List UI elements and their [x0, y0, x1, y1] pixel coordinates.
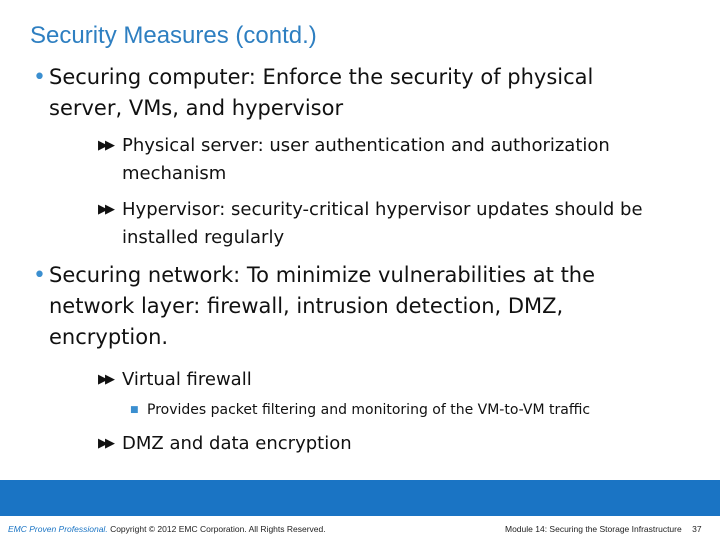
footer-module: Module 14: Securing the Storage Infrastructure — [505, 524, 682, 534]
double-arrow-bullet-icon: ▶▶ — [98, 202, 112, 217]
footer-left — [8, 524, 326, 534]
sub-bullet-text: DMZ and data encryption — [122, 433, 352, 454]
page-number: 37 — [692, 524, 702, 534]
sub-bullet-dmz — [98, 430, 698, 458]
round-bullet-icon: • — [33, 263, 46, 288]
footer-band — [0, 480, 720, 516]
footer-copyright: Copyright © 2012 EMC Corporation. All Rights Reserved. — [110, 524, 326, 534]
sub-sub-bullet-text: Provides packet filtering and monitoring of the VM-to-VM traffic — [147, 402, 591, 418]
sub-bullet-virtual-firewall — [98, 366, 698, 394]
sub-bullet-text: Virtual firewall — [122, 369, 252, 390]
sub-bullet-text: Physical server: user authentication and authorization mechanism — [122, 135, 610, 184]
sub-bullet-hypervisor — [98, 196, 698, 252]
double-arrow-bullet-icon: ▶▶ — [98, 372, 112, 387]
sub-bullet-physical-server — [98, 132, 698, 188]
bullet-securing-network — [33, 260, 663, 353]
sub-bullet-text: Hypervisor: security-critical hypervisor updates should be installed regularly — [122, 199, 643, 248]
footer — [0, 516, 720, 540]
sub-sub-bullet-packet-filtering — [130, 400, 700, 420]
footer-right — [505, 524, 702, 534]
double-arrow-bullet-icon: ▶▶ — [98, 138, 112, 153]
bullet-text: Securing network: To minimize vulnerabilities at the network layer: firewall, intrusion detection, DMZ, encryption. — [49, 263, 596, 349]
slide-title: Security Measures (contd.) — [30, 22, 317, 49]
round-bullet-icon: • — [33, 65, 46, 90]
square-bullet-icon: ■ — [130, 405, 139, 415]
bullet-text: Securing computer: Enforce the security of physical server, VMs, and hypervisor — [49, 65, 594, 120]
double-arrow-bullet-icon: ▶▶ — [98, 436, 112, 451]
footer-brand: EMC Proven Professional. — [8, 524, 108, 534]
bullet-securing-computer — [33, 62, 663, 124]
